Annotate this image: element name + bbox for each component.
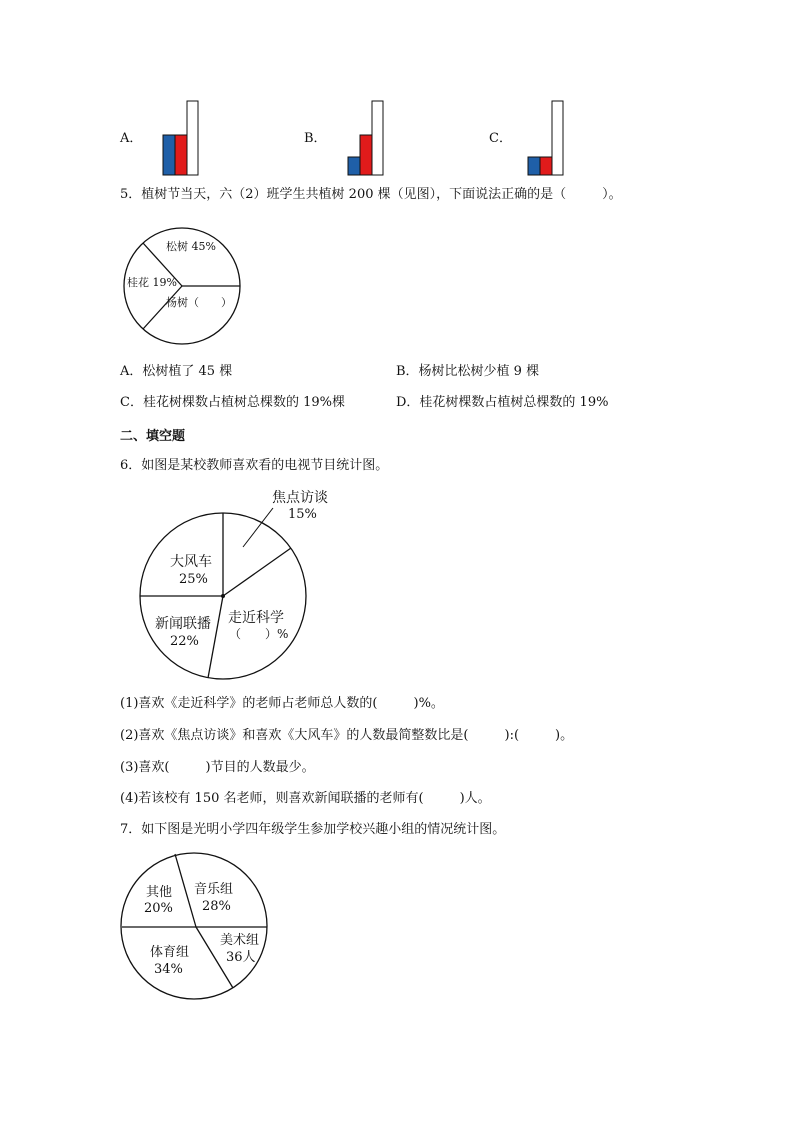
bar-white bbox=[372, 101, 383, 175]
q5-pie-chart bbox=[118, 222, 248, 352]
q7-pct-meishu: 36人 bbox=[226, 950, 256, 965]
q6-sub3: (3)喜欢( )节目的人数最少。 bbox=[120, 760, 315, 775]
q6-pct-xinwen: 22% bbox=[170, 634, 199, 649]
q7-label-qita: 其他 bbox=[146, 885, 173, 900]
bar-red bbox=[540, 157, 552, 175]
q4-option-a-label: A． bbox=[120, 131, 143, 146]
q6-pct-dafengche: 25% bbox=[179, 572, 208, 587]
q5-option-d: D．桂花树棵数占植树总棵数的 19% bbox=[396, 395, 609, 410]
q6-pie-chart bbox=[130, 480, 350, 685]
q6-label-zoujin: 走近科学 bbox=[228, 610, 284, 626]
section-title: 二、填空题 bbox=[120, 429, 186, 444]
q4-option-b-label: B． bbox=[304, 131, 327, 146]
q6-label-jiaodian: 焦点访谈 bbox=[272, 490, 328, 506]
bar-blue bbox=[163, 135, 175, 175]
q7-pct-yinyue: 28% bbox=[202, 899, 231, 914]
q5-option-c: C．桂花树棵数占植树总棵数的 19%棵 bbox=[120, 395, 345, 410]
q7-pie-chart bbox=[116, 848, 276, 1008]
q5-stem: 5．植树节当天，六（2）班学生共植树 200 棵（见图），下面说法正确的是（ ）。 bbox=[120, 187, 622, 202]
q6-pct-zoujin: （ ）% bbox=[229, 627, 289, 641]
q6-pct-jiaodian: 15% bbox=[288, 507, 317, 522]
q6-label-dafengche: 大风车 bbox=[170, 554, 212, 570]
bar-white bbox=[552, 101, 563, 175]
q6-stem: 6．如图是某校教师喜欢看的电视节目统计图。 bbox=[120, 458, 389, 473]
q7-label-tiyu: 体育组 bbox=[150, 945, 190, 960]
q6-label-xinwen: 新闻联播 bbox=[155, 616, 211, 632]
q7-label-meishu: 美术组 bbox=[220, 933, 260, 948]
q7-pct-tiyu: 34% bbox=[154, 962, 183, 977]
q6-sub2: (2)喜欢《焦点访谈》和喜欢《大风车》的人数最简整数比是( ):( )。 bbox=[120, 728, 574, 743]
bar-blue bbox=[348, 157, 360, 175]
q4-option-c-bar-chart bbox=[520, 95, 570, 180]
q5-slice-pine: 松树 45% bbox=[166, 240, 216, 253]
q5-option-a: A．松树植了 45 棵 bbox=[120, 364, 233, 379]
q4-option-a-bar-chart bbox=[155, 95, 205, 180]
q4-option-c-label: C． bbox=[489, 131, 512, 146]
bar-blue bbox=[528, 157, 540, 175]
q5-slice-osmanthus: 桂花 19% bbox=[127, 276, 177, 289]
q6-sub4: (4)若该校有 150 名老师，则喜欢新闻联播的老师有( )人。 bbox=[120, 791, 491, 806]
bar-red bbox=[360, 135, 372, 175]
q7-pct-qita: 20% bbox=[144, 901, 173, 916]
q7-label-yinyue: 音乐组 bbox=[194, 882, 234, 897]
q7-stem: 7．如下图是光明小学四年级学生参加学校兴趣小组的情况统计图。 bbox=[120, 822, 506, 837]
bar-red bbox=[175, 135, 187, 175]
bar-white bbox=[187, 101, 198, 175]
q5-option-b: B．杨树比松树少植 9 棵 bbox=[396, 364, 540, 379]
q6-sub1: (1)喜欢《走近科学》的老师占老师总人数的( )%。 bbox=[120, 696, 444, 711]
q4-option-b-bar-chart bbox=[340, 95, 390, 180]
q5-slice-poplar: 杨树（ ） bbox=[166, 296, 232, 309]
